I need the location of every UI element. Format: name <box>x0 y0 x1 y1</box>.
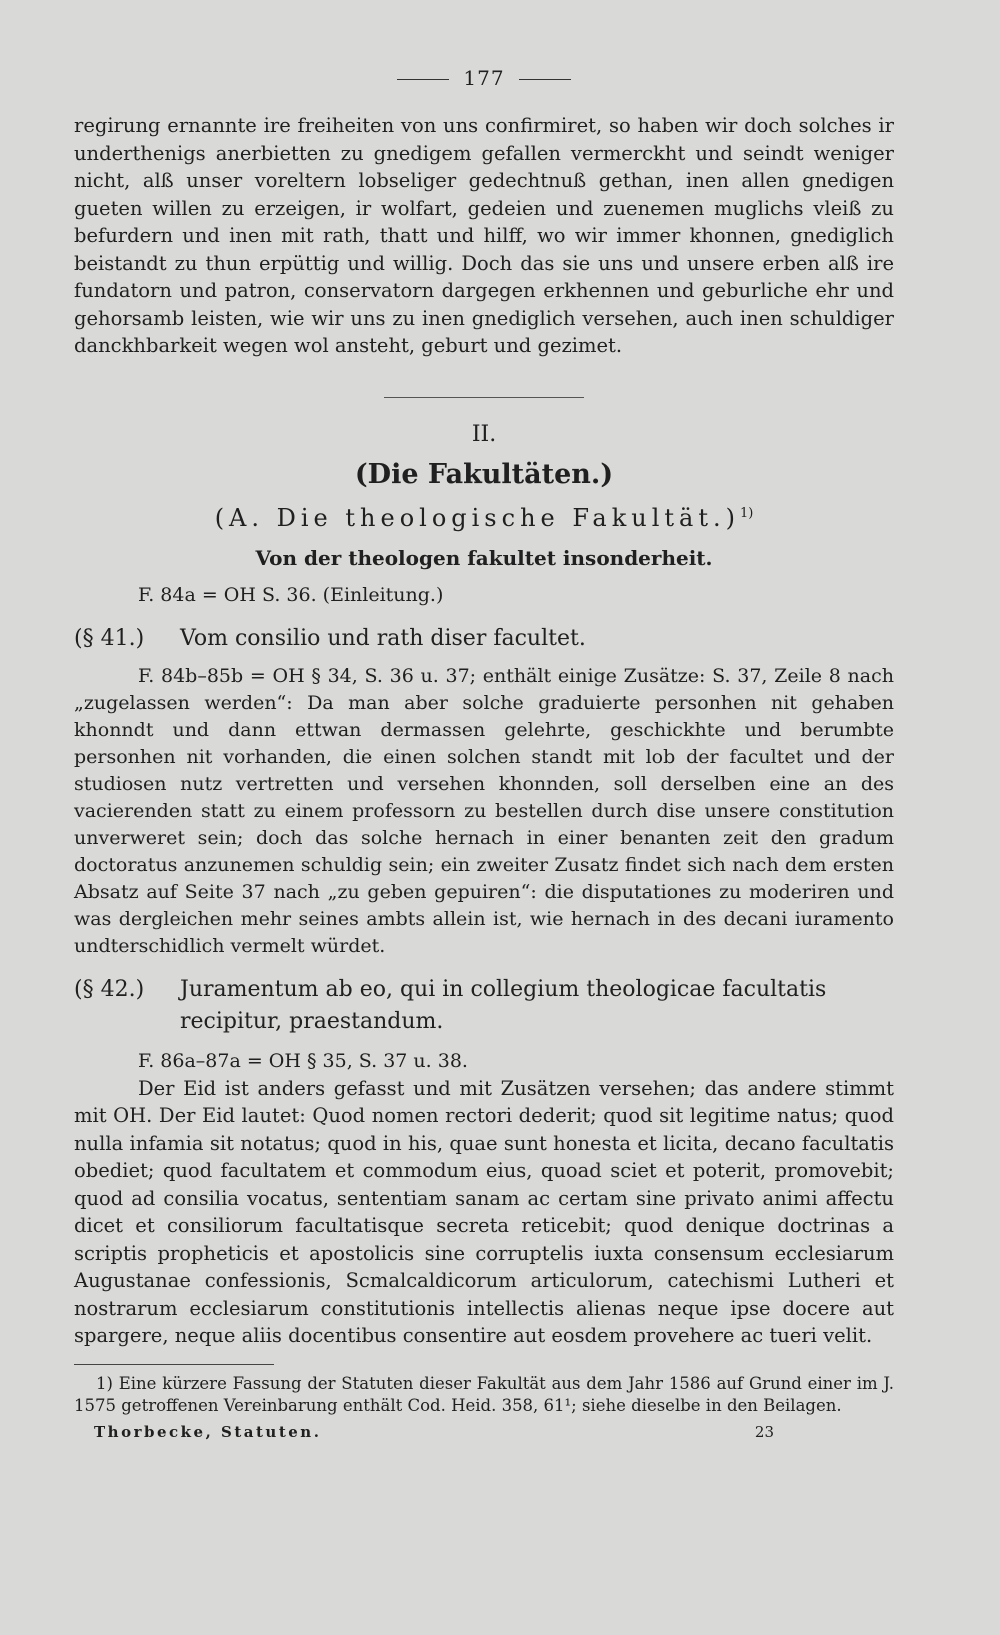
paragraph-42-title: Juramentum ab eo, qui in collegium theologicae facultatis recipitur, praestandum. <box>180 976 827 1034</box>
signature-mark: 23 <box>754 1422 774 1441</box>
paragraph-42-number: (§ 42.) <box>74 976 145 1002</box>
paragraph-42-body: Der Eid ist anders gefasst und mit Zusätzen versehen; das andere stimmt mit OH. Der Eid lautet: Quod nomen rectori dederit; quod sit legitime natus; quod nulla infamia sit notatus; quod in his, quae sunt honesta et licita, decano facultatis obediet; quod facultatem et commodum eius, quoad sciet et poterit, promovebit; quod ad consilia vocatus, sententiam sanam ac certam sine privato animi affectu dicet et consiliorum facultatisque secreta reticebit; quod denique doctrinas a scriptis propheticis et apostolicis sine corruptelis iuxta consensum ecclesiarum Augustanae confessionis, Scmalcaldicorum articulorum, catechismi Lutheri et nostrarum ecclesiarum constitutionis intellectis alienas neque ipse docere aut spargere, neque aliis docentibus consentire aut eosdem provehere ac tueri velit. <box>74 1076 894 1347</box>
page-number: 177 <box>463 66 505 90</box>
footnote: 1) Eine kürzere Fassung der Statuten dieser Fakultät aus dem Jahr 1586 auf Grund einer im J. 1575 getroffenen Vereinbarung enthält Cod. Heid. 358, 61¹; siehe dieselbe in den Beilagen. <box>74 1373 894 1415</box>
section-divider <box>384 397 584 398</box>
header-dash-right <box>519 79 571 80</box>
paragraph-41-heading <box>74 623 894 655</box>
printer-signature: Thorbecke, Statuten. <box>94 1422 322 1441</box>
paragraph-41-text: F. 84b–85b = OH § 34, S. 36 u. 37; enthält einige Zusätze: S. 37, Zeile 8 nach „zugelassen werden“: Da man aber solche graduierte personhen nit gehaben khonndt und dann ettwan dermassen gelehrte, geschickhte und berumbte personhen nit vorhanden, die einen solchen standt mit lob der facultet und der studiosen nutz vertretten und versehen khonnden, soll derselben eine an des vacierenden statt zu einem professorn zu bestellen durch dise unsere constitution unverweret sein; doch das solche hernach in einer benanten zeit den gradum doctoratus anzunemen schuldig sein; ein zweiter Zusatz findet sich nach dem ersten Absatz auf Seite 37 nach „zu geben gepuiren“: die disputationes zu moderiren und was dergleichen mehr seines ambts allein ist, wie hernach in des decani iuramento undterschidlich vermelt würdet. <box>74 664 894 957</box>
section-title: (Die Fakultäten.) <box>354 458 614 490</box>
section-number: II. <box>471 421 497 447</box>
section-reference: F. 84a = OH S. 36. (Einleitung.) <box>138 583 444 606</box>
paragraph-41-title: Vom consilio und rath diser facultet. <box>180 625 586 651</box>
page-content <box>74 66 894 1441</box>
paragraph-42-heading <box>74 974 894 1038</box>
section-subtitle <box>74 504 894 532</box>
intro-paragraph: regirung ernannte ire freiheiten von uns confirmiret, so haben wir doch solches ir underthenigs anerbietten zu gnedigem gefallen vermerckht und seindt weniger nicht, alß unser voreltern lobseliger gedechtnuß gethan, inen allen gnedigen gueten willen zu erzeigen, ir wolfart, gedeien und zuenemen muglichs vleiß zu befurdern und inen mit rath, thatt und hilff, wo wir immer khonnen, gnediglich beistandt zu thun erpüttig und willig. Doch das sie uns und unsere erben alß ire fundatorn und patron, conservatorn dargegen erkhennen und geburliche ehr und gehorsamb leisten, wie wir uns zu inen gnediglich versehen, auch inen schuldiger danckhbarkeit wegen wol ansteht, geburt und gezimet. <box>74 114 894 357</box>
page-header <box>74 66 894 90</box>
subtitle-text: (A. Die theologische Fakultät.) <box>214 503 740 532</box>
paragraph-42-reference: F. 86a–87a = OH § 35, S. 37 u. 38. <box>138 1049 468 1072</box>
paragraph-41-number: (§ 41.) <box>74 625 145 651</box>
signature-row <box>74 1423 894 1441</box>
section-subheading: Von der theologen fakultet insonderheit. <box>255 545 713 570</box>
header-dash-left <box>397 79 449 80</box>
footnote-marker: 1) <box>739 505 754 521</box>
footnote-divider <box>74 1364 274 1365</box>
